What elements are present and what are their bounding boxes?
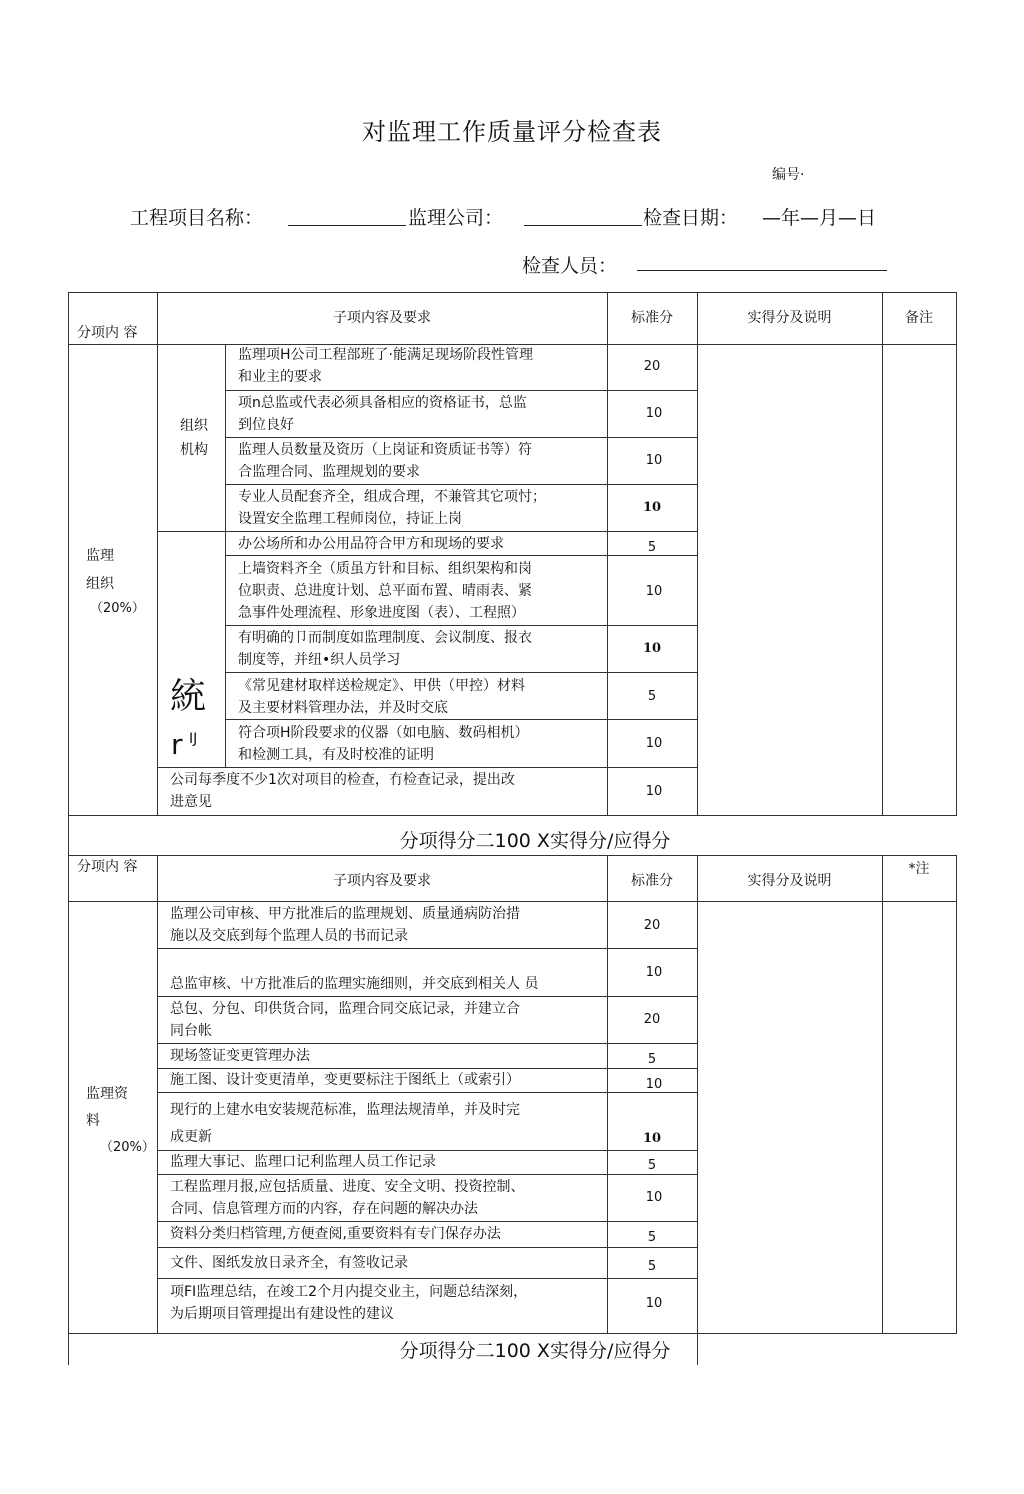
header-actual: 实得分及说明	[747, 310, 832, 326]
row-score: 10	[645, 1296, 663, 1311]
row-score: 20	[643, 918, 661, 933]
row-text: 工程监理月报,应包括质量、进度、安全文明、投资控制、 合同、信息管理方而的内容，存在问题的解决办法	[170, 1179, 525, 1217]
category-label: 监理	[86, 548, 114, 564]
row-text: 总包、分包、印供货合同，监理合同交底记录，并建立合 同台帐	[170, 1001, 520, 1039]
row-text: 办公场所和办公用品符合甲方和现场的要求	[238, 536, 504, 552]
row-text: 监理公司审核、甲方批准后的监理规划、质量通病防治措 施以及交底到每个监理人员的书而记录	[170, 906, 520, 944]
group-glyph: r	[171, 728, 183, 761]
category-label: 组织	[86, 576, 114, 592]
group-label: 组织	[180, 418, 208, 434]
group-glyph: 統	[170, 676, 207, 717]
company-label: 监理公司：	[408, 207, 504, 229]
row-text: 施工图、设计变更清单，变更要标注于图纸上（或索引）	[170, 1072, 520, 1088]
category-weight: （20%）	[90, 601, 145, 616]
row-text: 项n总监或代表必须具备相应的资格证书，总监 到位良好	[238, 395, 527, 433]
row-text: 资料分类归档管理,方便查阅,重要资料有专门保存办法	[170, 1226, 501, 1242]
row-score: 10	[645, 1077, 663, 1092]
row-text: 《常见建材取样送检规定》、甲供（甲控）材料 及主要材料管理办法，并及时交底	[238, 678, 525, 716]
row-text: 监理人员数量及资历（上岗证和资质证书等）符 合监理合同、监理规划的要求	[238, 442, 532, 480]
serial-number-label: 编号·	[772, 167, 805, 183]
row-score: 5	[647, 1158, 657, 1173]
project-name-field[interactable]	[288, 225, 406, 226]
category-label: 料	[86, 1113, 100, 1129]
section-formula: 分项得分二100 X实得分/应得分	[399, 830, 671, 852]
group-label: 机构	[180, 442, 208, 458]
row-text: 符合项H阶段要求的仪器（如电脑、数码相机） 和检测工具，有及时校准的证明	[238, 725, 529, 763]
row-score: 10	[642, 1131, 662, 1146]
row-score: 10	[645, 965, 663, 980]
header-remark: *注	[908, 861, 930, 877]
header-standard: 标准分	[631, 310, 673, 326]
row-text: 上墙资料齐全（质虽方针和目标、组织架构和岗 位职责、总进度计划、总平面布置、晴雨表、紧 急事件处理流程、形象进度图（表）、工程照）	[238, 561, 532, 621]
header-actual: 实得分及说明	[747, 873, 832, 889]
row-score: 10	[645, 584, 663, 599]
row-score: 5	[647, 689, 657, 704]
row-text: 现行的上建水电安装规范标准，监理法规清单，并及时完 成更新	[170, 1102, 520, 1145]
row-score: 20	[643, 359, 661, 374]
group-glyph: IJ	[189, 731, 198, 747]
row-text: 公司每季度不少1次对项目的检查，冇检查记录，提出改 进意见	[170, 772, 515, 810]
row-score: 5	[647, 540, 657, 555]
project-name-label: 工程项目名称：	[130, 207, 264, 229]
row-score: 20	[643, 1012, 661, 1027]
company-field[interactable]	[524, 225, 642, 226]
row-text: 有明确的卩而制度如监理制度、会议制度、报衣 制度等，并纽•织人员学习	[238, 630, 532, 668]
date-value: —年—月—日	[762, 207, 877, 229]
row-text: 现场签证变更管理办法	[170, 1048, 310, 1064]
row-score: 10	[645, 736, 663, 751]
inspector-field[interactable]	[637, 270, 887, 271]
row-text: 专业人员配套齐全，组成合理，不兼管其它项忖； 设置安全监理工程师岗位，持证上岗	[238, 489, 546, 527]
header-content: 子项内容及要求	[333, 310, 431, 326]
inspector-label: 检查人员：	[522, 255, 618, 277]
row-text: 监理大事记、监理口记利监理人员工作记录	[170, 1154, 436, 1170]
header-remark: 备注	[905, 310, 933, 326]
row-text: 项FI监理总结，在竣工2个月内提交业主，问题总结深刻， 为后期项目管理提出有建设性的建议	[170, 1284, 528, 1322]
header-content: 子项内容及要求	[333, 873, 431, 889]
header-category: 分项内 容	[77, 325, 138, 341]
header-standard: 标准分	[631, 873, 673, 889]
row-score: 5	[647, 1052, 657, 1067]
header-category: 分项内 容	[77, 859, 138, 875]
row-score: 10	[645, 453, 663, 468]
row-text: 总监审核、屮方批准后的监理实施细则，并交底到相关人 员	[170, 976, 539, 992]
row-text: 监理项H公司工程部班了·能满足现场阶段性管理 和业主的要求	[238, 347, 533, 385]
row-score: 5	[647, 1230, 657, 1245]
row-score: 10	[645, 406, 663, 421]
row-score: 10	[642, 500, 662, 515]
page-title: 对监理工作质量评分检查表	[362, 118, 662, 146]
category-weight: （20%）	[100, 1140, 155, 1155]
section-formula: 分项得分二100 X实得分/应得分	[399, 1340, 671, 1362]
row-score: 5	[647, 1259, 657, 1274]
row-text: 文件、图纸发放日录齐全，有签收记录	[170, 1255, 408, 1271]
row-score: 10	[642, 641, 662, 656]
row-score: 10	[645, 1190, 663, 1205]
row-score: 10	[645, 784, 663, 799]
category-label: 监理资	[86, 1086, 128, 1102]
date-label: 检查日期：	[643, 207, 739, 229]
